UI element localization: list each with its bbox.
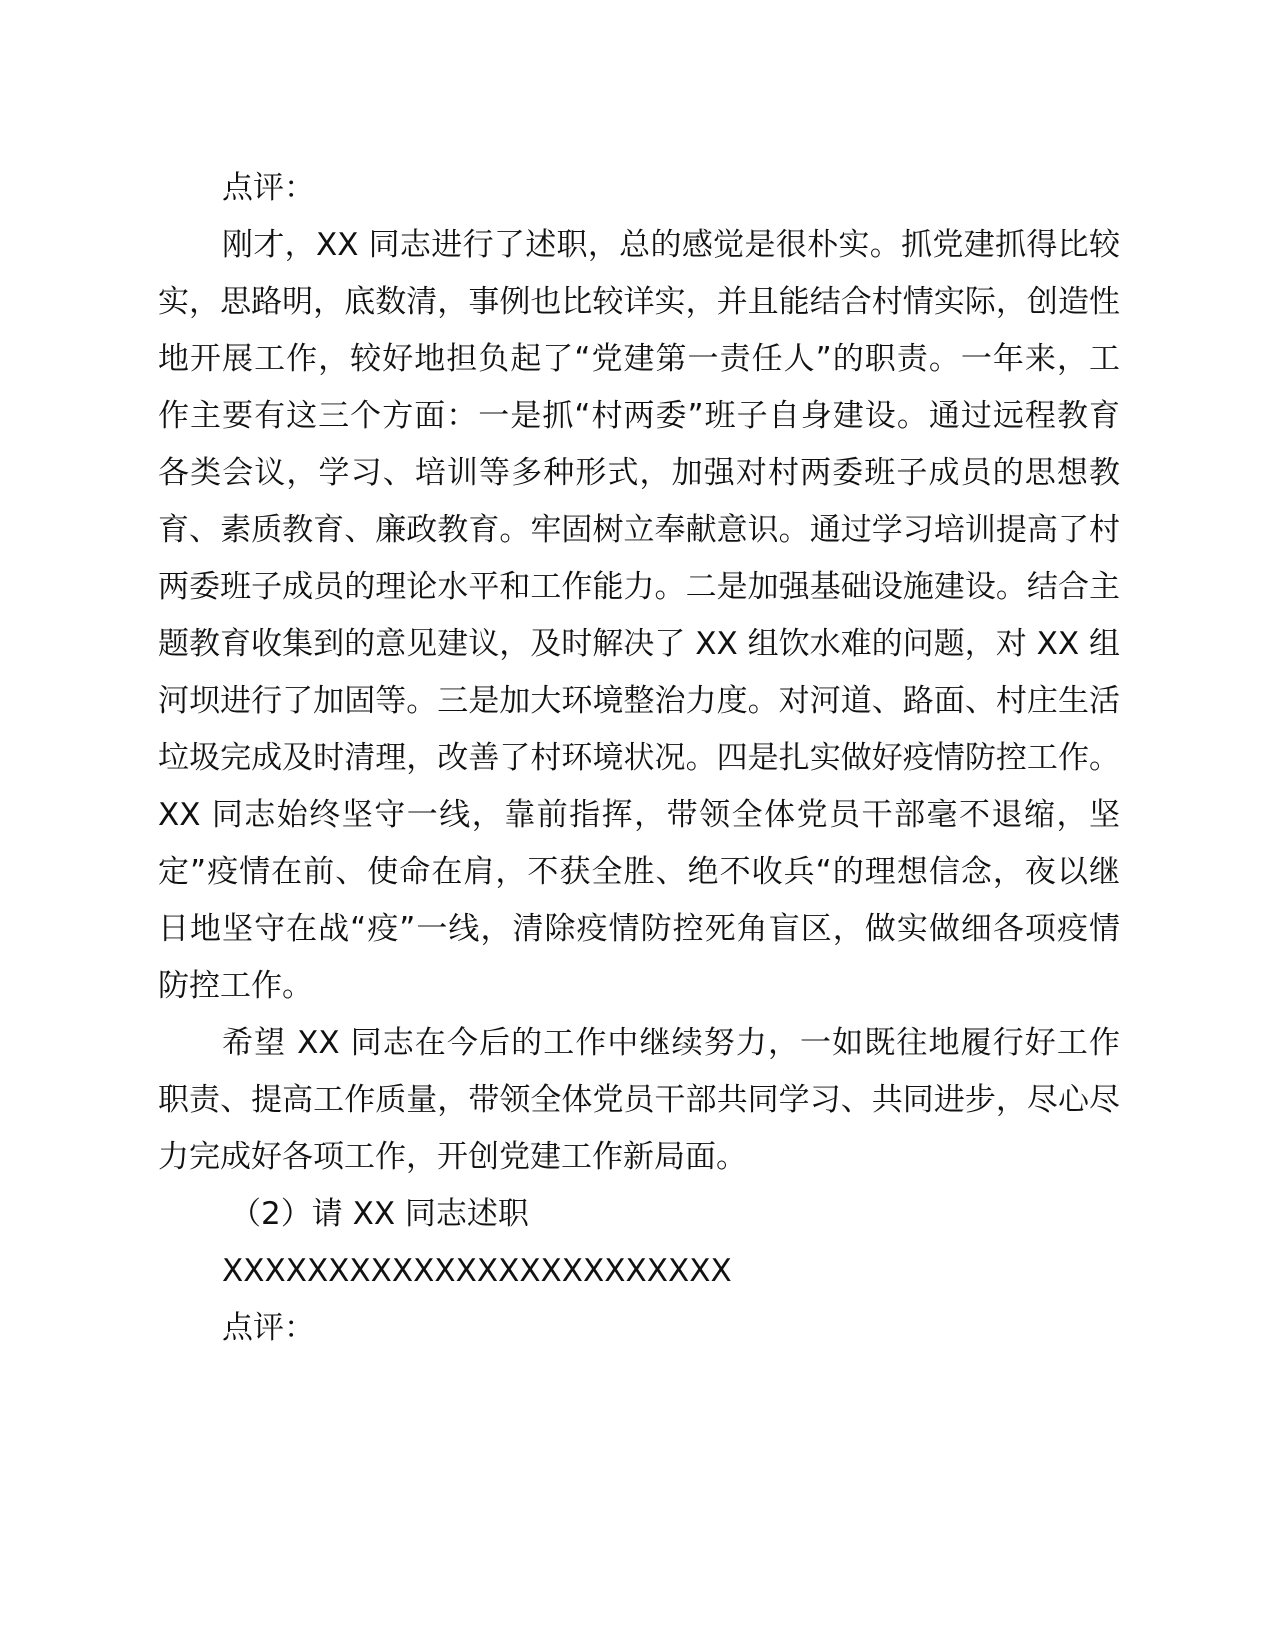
section-heading: （2）请 XX 同志述职 [230, 1196, 529, 1232]
comment-heading-2: 点评： [222, 1310, 315, 1346]
comment-heading: 点评： [222, 170, 315, 206]
document-body [158, 160, 1120, 1357]
placeholder-line: XXXXXXXXXXXXXXXXXXXXXXXX [222, 1253, 732, 1289]
comment-paragraph: 刚才，XX 同志进行了述职，总的感觉是很朴实。抓党建抓得比较实，思路明，底数清，事例也比较详实，并且能结合村情实际，创造性地开展工作，较好地担负起了“党建第一责任人”的职责。一年来，工作主要有这三个方面：一是抓“村两委”班子自身建设。通过远程教育各类会议，学习、培训等多种形式，加强对村两委班子成员的思想教育、素质教育、廉政教育。牢固树立奉献意识。通过学习培训提高了村两委班子成员的理论水平和工作能力。二是加强基础设施建设。结合主题教育收集到的意见建议，及时解决了 XX 组饮水难的问题，对 XX 组河坝进行了加固等。三是加大环境整治力度。对河道、路面、村庄生活垃圾完成及时清理，改善了村环境状况。四是扎实做好疫情防控工作。XX 同志始终坚守一线，靠前指挥，带领全体党员干部毫不退缩，坚定”疫情在前、使命在肩，不获全胜、绝不收兵“的理想信念，夜以继日地坚守在战“疫”一线，清除疫情防控死角盲区，做实做细各项疫情防控工作。 [158, 227, 1120, 1004]
hope-paragraph: 希望 XX 同志在今后的工作中继续努力，一如既往地履行好工作职责、提高工作质量，带领全体党员干部共同学习、共同进步，尽心尽力完成好各项工作，开创党建工作新局面。 [158, 1025, 1120, 1175]
